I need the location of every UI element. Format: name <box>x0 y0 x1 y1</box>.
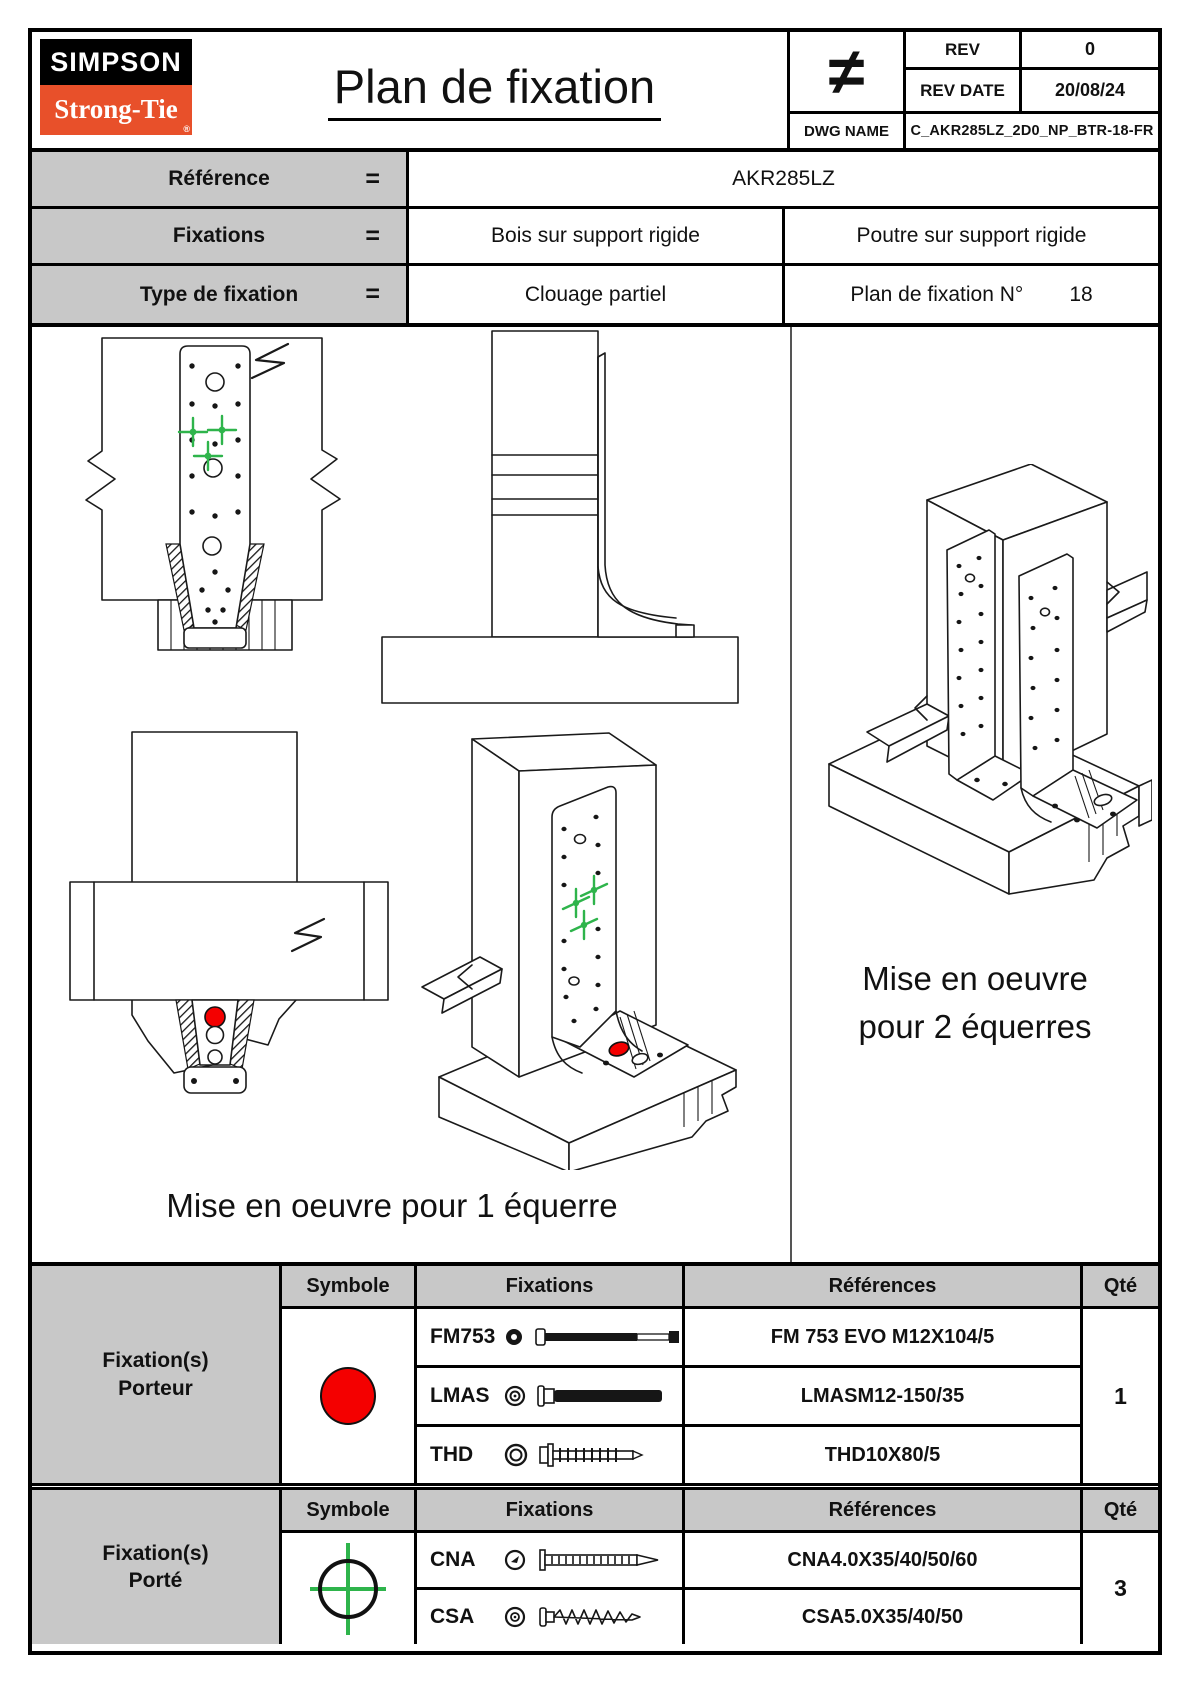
cna-nail-icon <box>536 1548 676 1572</box>
cna-head-icon <box>503 1548 527 1572</box>
reference-value: FM 753 EVO M12X104/5 <box>685 1309 1080 1365</box>
rev-label: REV <box>906 32 1019 67</box>
porteur-symbol-cell <box>282 1309 414 1483</box>
fixations-label: Fixations = <box>32 209 409 263</box>
fm753-head-icon <box>503 1326 525 1348</box>
row-fm753 <box>417 1309 682 1365</box>
lmas-bolt-icon <box>536 1383 676 1409</box>
drawing-area <box>32 327 1158 1266</box>
simpson-wordmark: SIMPSON <box>40 39 192 85</box>
col-header-symbole: Symbole <box>282 1490 414 1530</box>
reference-table <box>32 152 1158 327</box>
registered-mark: ® <box>183 124 190 134</box>
fixation-code: FM753 <box>430 1325 496 1348</box>
type-row <box>32 266 1158 323</box>
reference-value: AKR285LZ <box>732 167 835 190</box>
panel-divider <box>790 327 792 1262</box>
reference-value: LMASM12-150/35 <box>685 1368 1080 1424</box>
group-label-porteur: Fixation(s) Porteur <box>32 1266 279 1483</box>
strongtie-wordmark: Strong-Tie ® <box>40 85 192 135</box>
fm753-bolt-icon <box>534 1325 683 1349</box>
porteur-fixation-marker <box>205 1007 225 1027</box>
title-block <box>32 32 1158 152</box>
fixation-code: LMAS <box>430 1384 490 1407</box>
page-frame <box>28 28 1162 1655</box>
type-label: Type de fixation = <box>32 266 409 323</box>
col-header-qty: Qté <box>1083 1490 1158 1530</box>
plan-number-value: 18 <box>1069 282 1093 306</box>
reference-label: Référence = <box>32 152 409 206</box>
drawing-iso-single <box>384 725 752 1170</box>
row-thd <box>417 1427 682 1483</box>
plan-number-label: Plan de fixation N° <box>850 282 1024 306</box>
drawing-plan-view <box>62 727 397 1102</box>
reference-value: THD10X80/5 <box>685 1427 1080 1483</box>
col-header-references: Références <box>685 1490 1080 1530</box>
green-crosshair-icon <box>300 1537 396 1641</box>
type-left-value: Clouage partiel <box>524 282 667 306</box>
porteur-qty: 1 <box>1083 1309 1158 1483</box>
fixations-right-value: Poutre sur support rigide <box>782 209 1158 263</box>
not-equal-icon: ≠ <box>790 32 903 111</box>
rev-value: 0 <box>1022 32 1158 67</box>
equals-sign: = <box>365 221 380 250</box>
red-circle-icon <box>320 1367 376 1425</box>
plan-number-cell <box>782 266 1158 323</box>
group-label-porte: Fixation(s) Porté <box>32 1490 279 1644</box>
fixations-row <box>32 209 1158 266</box>
table-separator <box>32 1483 1158 1490</box>
col-header-symbole: Symbole <box>282 1266 414 1306</box>
row-lmas <box>417 1368 682 1424</box>
lmas-head-icon <box>503 1384 527 1408</box>
reference-value: CSA5.0X35/40/50 <box>685 1590 1080 1644</box>
porte-qty: 3 <box>1083 1533 1158 1644</box>
dwg-name-value: C_AKR285LZ_2D0_NP_BTR-18-FR <box>906 114 1158 148</box>
col-header-fixations: Fixations <box>417 1490 682 1530</box>
fixation-table-porteur <box>32 1266 1158 1483</box>
reference-value: CNA4.0X35/40/50/60 <box>685 1533 1080 1587</box>
csa-screw-icon <box>536 1604 676 1630</box>
brand-logo <box>32 32 202 148</box>
csa-head-icon <box>503 1605 527 1629</box>
fixation-code: THD <box>430 1443 474 1466</box>
page-title: Plan de fixation <box>328 59 661 121</box>
revision-block <box>790 32 1158 148</box>
dwg-name-label: DWG NAME <box>790 114 903 148</box>
equals-sign: = <box>365 280 380 308</box>
drawing-front-view <box>60 332 372 674</box>
fixations-left-value: Bois sur support rigide <box>491 224 700 247</box>
drawing-iso-double <box>807 464 1152 964</box>
fixation-code: CSA <box>430 1605 475 1628</box>
drawing-side-view <box>380 327 740 705</box>
thd-head-icon <box>503 1442 529 1468</box>
reference-row <box>32 152 1158 209</box>
equals-sign: = <box>365 164 380 193</box>
page-title-area <box>202 32 790 148</box>
caption-double-bracket: Mise en oeuvre pour 2 équerres <box>858 960 1092 1045</box>
col-header-qty: Qté <box>1083 1266 1158 1306</box>
col-header-fixations: Fixations <box>417 1266 682 1306</box>
caption-single-bracket: Mise en oeuvre pour 1 équerre <box>166 1187 618 1224</box>
rev-date-value: 20/08/24 <box>1022 70 1158 111</box>
rev-date-label: REV DATE <box>906 70 1019 111</box>
row-cna <box>417 1533 682 1587</box>
thd-screw-icon <box>538 1442 678 1468</box>
fixation-code: CNA <box>430 1548 476 1571</box>
col-header-references: Références <box>685 1266 1080 1306</box>
fixation-table-porte <box>32 1490 1158 1644</box>
porte-symbol-cell <box>282 1533 414 1644</box>
row-csa <box>417 1590 682 1644</box>
